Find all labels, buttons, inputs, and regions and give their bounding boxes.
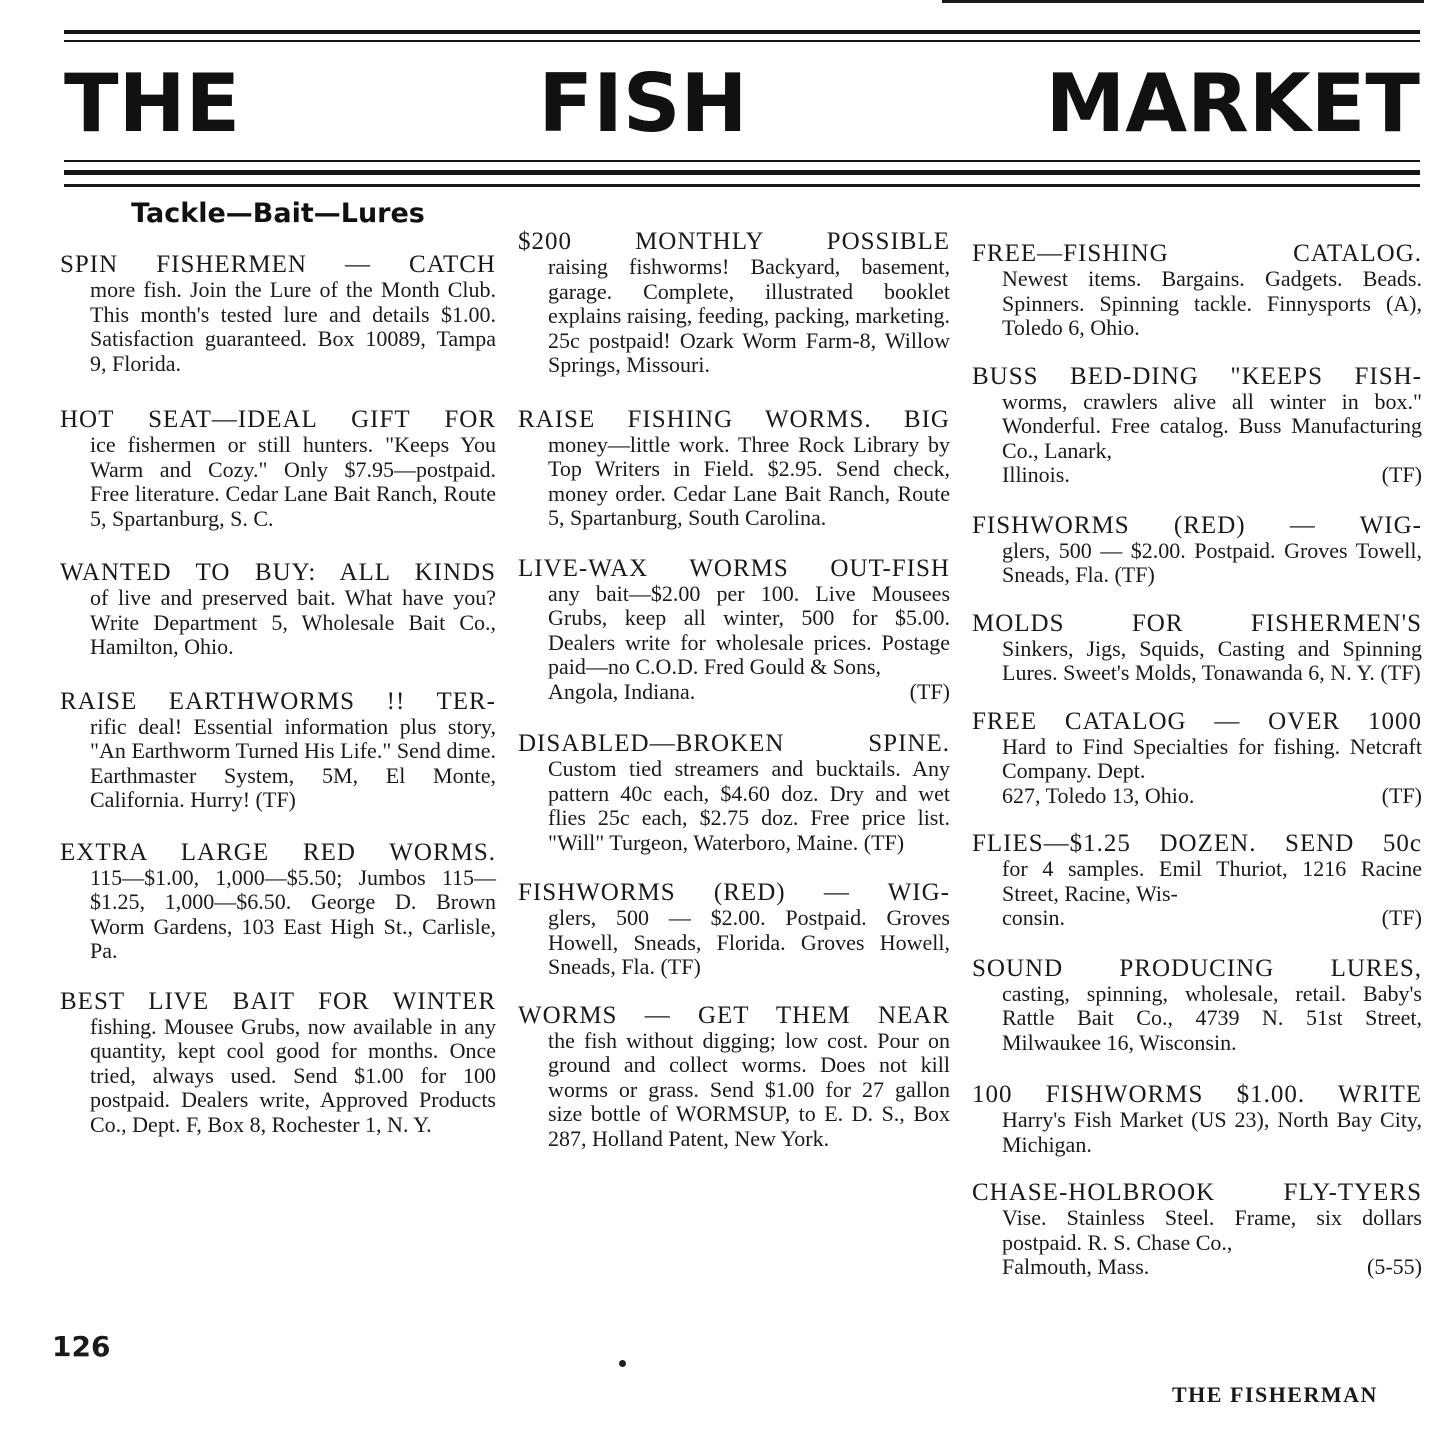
- ad-headline: DISABLED—BROKEN SPINE.: [518, 730, 950, 757]
- ad-headline: WANTED TO BUY: ALL KINDS: [60, 559, 496, 586]
- classified-ad: [518, 879, 950, 980]
- classified-ad: [60, 688, 496, 813]
- ad-body: of live and preserved bait. What have you? Write Department 5, Wholesale Bait Co., Hamilton, Ohio.: [90, 585, 496, 659]
- ad-last-line: [972, 1255, 1422, 1280]
- section-heading: Tackle—Bait—Lures: [131, 198, 425, 229]
- ad-tail-text: Illinois.: [1002, 462, 1070, 487]
- ad-headline: BUSS BED-DING "KEEPS FISH-: [972, 362, 1422, 390]
- ad-code: (TF): [1381, 462, 1422, 487]
- banner-word-market: MARKET: [1045, 57, 1420, 150]
- ad-body: raising fishworms! Backyard, basement, garage. Complete, illustrated booklet explains raising, feeding, packing, marketing. 25c postpaid! Ozark Worm Farm-8, Willow Springs, Missouri.: [548, 254, 950, 377]
- ad-body: Newest items. Bargains. Gadgets. Beads. Spinners. Spinning tackle. Finnysports (A), Toledo 6, Ohio.: [1002, 266, 1422, 340]
- ad-headline: FREE CATALOG — OVER 1000: [972, 707, 1422, 735]
- ad-body: any bait—$2.00 per 100. Live Mousees Grubs, keep all winter, 500 for $5.00. Dealers write for wholesale prices. Postage paid—no C.O.D. Fred Gould & Sons,: [548, 580, 950, 679]
- ad-headline: FISHWORMS (RED) — WIG-: [518, 879, 950, 906]
- ad-headline: RAISE FISHING WORMS. BIG: [518, 405, 950, 433]
- classified-ad: [518, 555, 950, 705]
- ad-tail-text: Angola, Indiana.: [548, 678, 696, 704]
- classified-ad: [972, 1081, 1422, 1157]
- classified-ad: [972, 240, 1422, 341]
- page-number: 126: [52, 1330, 111, 1363]
- ad-headline: FLIES—$1.25 DOZEN. SEND 50c: [972, 830, 1422, 857]
- ad-code: (TF): [909, 678, 950, 704]
- ad-body: worms, crawlers alive all winter in box." Wonderful. Free catalog. Buss Manufacturing Co., Lanark,: [1002, 388, 1422, 463]
- classified-ad: [972, 830, 1422, 931]
- ad-last-line: [972, 784, 1422, 809]
- classified-ad: [518, 730, 950, 855]
- ad-headline: HOT SEAT—IDEAL GIFT FOR: [60, 406, 496, 433]
- ad-column-middle: [518, 206, 950, 1151]
- classified-ad: [60, 988, 496, 1138]
- banner-rule-top-thin: [64, 40, 1420, 42]
- ad-body: the fish without digging; low cost. Pour on ground and collect worms. Does not kill worms or grass. Send $1.00 for 27 gallon size bottle of WORMSUP, to E. D. S., Box 287, Holland Patent, New York.: [548, 1027, 950, 1151]
- ad-body: money—little work. Three Rock Library by Top Writers in Field. $2.95. Send check, money order. Cedar Lane Bait Ranch, Route 5, Spartanburg, South Carolina.: [548, 431, 950, 530]
- top-edge-rule: [942, 0, 1424, 3]
- ad-code: (TF): [1381, 782, 1422, 808]
- ad-body: fishing. Mousee Grubs, now available in any quantity, kept cool good for months. Once tried, always used. Send $1.00 for 100 postpaid. Dealers write, Approved Products Co., Dept. F, Box 8, Rochester 1, N. Y.: [90, 1013, 496, 1137]
- ad-body: Sinkers, Jigs, Squids, Casting and Spinning Lures. Sweet's Molds, Tonawanda 6, N. Y. (TF): [1002, 635, 1422, 685]
- classified-ad: [518, 1002, 950, 1152]
- ad-headline: EXTRA LARGE RED WORMS.: [60, 838, 496, 866]
- classified-ad: [60, 559, 496, 660]
- ad-headline: FREE—FISHING CATALOG.: [972, 240, 1422, 267]
- banner-rule-bottom-2: [64, 184, 1420, 187]
- ad-body: 115—$1.00, 1,000—$5.50; Jumbos 115—$1.25, 1,000—$6.50. George D. Brown Worm Gardens, 103 East High St., Carlisle, Pa.: [90, 864, 496, 963]
- ad-body: Vise. Stainless Steel. Frame, six dollars postpaid. R. S. Chase Co.,: [1002, 1205, 1422, 1255]
- classified-ad: [972, 1179, 1422, 1280]
- ad-headline: FISHWORMS (RED) — WIG-: [972, 511, 1422, 539]
- ad-column-left: [60, 198, 496, 1137]
- ad-tail-text: Falmouth, Mass.: [1002, 1254, 1150, 1279]
- ad-body: ice fishermen or still hunters. "Keeps You Warm and Cozy." Only $7.95—postpaid. Free literature. Cedar Lane Bait Ranch, Route 5, Spartanburg, S. C.: [90, 432, 496, 531]
- ad-body: Custom tied streamers and bucktails. Any pattern 40c each, $4.60 doz. Dry and wet flies 25c each, $2.75 doz. Free price list. "Will" Turgeon, Waterboro, Maine. (TF): [548, 756, 950, 855]
- classified-ad: [518, 406, 950, 531]
- ad-headline: SPIN FISHERMEN — CATCH: [60, 251, 496, 278]
- banner-word-fish: FISH: [538, 57, 748, 150]
- ad-tail-text: 627, Toledo 13, Ohio.: [1002, 782, 1195, 808]
- classified-ad: [60, 839, 496, 964]
- classified-ad: [518, 228, 950, 378]
- ad-headline: CHASE-HOLBROOK FLY-TYERS: [972, 1179, 1422, 1206]
- magazine-footer: THE FISHERMAN: [1172, 1382, 1378, 1407]
- banner-title: [64, 52, 1420, 156]
- ad-body: for 4 samples. Emil Thuriot, 1216 Racine Street, Racine, Wis-: [1002, 856, 1422, 906]
- ad-tail-text: consin.: [1002, 905, 1065, 930]
- ad-body: casting, spinning, wholesale, retail. Baby's Rattle Bait Co., 4739 N. 51st Street, Milwaukee 16, Wisconsin.: [1002, 980, 1422, 1055]
- ad-headline: BEST LIVE BAIT FOR WINTER: [60, 987, 496, 1015]
- ad-headline: LIVE-WAX WORMS OUT-FISH: [518, 554, 950, 582]
- banner-rule-bottom-thin: [64, 160, 1420, 162]
- ad-last-line: [518, 680, 950, 705]
- ad-body: more fish. Join the Lure of the Month Club. This month's tested lure and details $1.00. Satisfaction guaranteed. Box 10089, Tampa 9, Florida.: [90, 277, 496, 376]
- ad-body: glers, 500 — $2.00. Postpaid. Groves Towell, Sneads, Fla. (TF): [1002, 537, 1422, 587]
- classified-ad: [972, 708, 1422, 809]
- classified-ad: [972, 512, 1422, 588]
- ad-headline: WORMS — GET THEM NEAR: [518, 1001, 950, 1029]
- ad-last-line: [972, 906, 1422, 931]
- ad-code: (TF): [1381, 905, 1422, 930]
- classified-ad: [972, 610, 1422, 686]
- ad-body: Hard to Find Specialties for fishing. Netcraft Company. Dept.: [1002, 733, 1422, 783]
- ad-headline: $200 MONTHLY POSSIBLE: [518, 228, 950, 255]
- ad-body: rific deal! Essential information plus story, "An Earthworm Turned His Life." Send dime. Earthmaster System, 5M, El Monte, California. Hurry! (TF): [90, 713, 496, 812]
- ad-headline: RAISE EARTHWORMS !! TER-: [60, 687, 496, 715]
- banner-rule-bottom: [64, 170, 1420, 175]
- classified-ad: [972, 363, 1422, 488]
- ad-body: glers, 500 — $2.00. Postpaid. Groves Howell, Sneads, Florida. Groves Howell, Sneads, Fla. (TF): [548, 905, 950, 979]
- ad-headline: 100 FISHWORMS $1.00. WRITE: [972, 1081, 1422, 1108]
- banner-word-the: THE: [64, 57, 241, 150]
- classified-ad: [60, 406, 496, 531]
- ad-headline: SOUND PRODUCING LURES,: [972, 954, 1422, 982]
- ad-code: (5-55): [1367, 1254, 1422, 1279]
- ad-column-right: [972, 218, 1422, 1280]
- classified-ad: [60, 251, 496, 376]
- center-dot: [619, 1360, 626, 1367]
- banner-rule-top: [64, 30, 1420, 34]
- classified-ad: [972, 955, 1422, 1056]
- ad-last-line: [972, 463, 1422, 488]
- ad-headline: MOLDS FOR FISHERMEN'S: [972, 609, 1422, 637]
- ad-body: Harry's Fish Market (US 23), North Bay City, Michigan.: [1002, 1107, 1422, 1157]
